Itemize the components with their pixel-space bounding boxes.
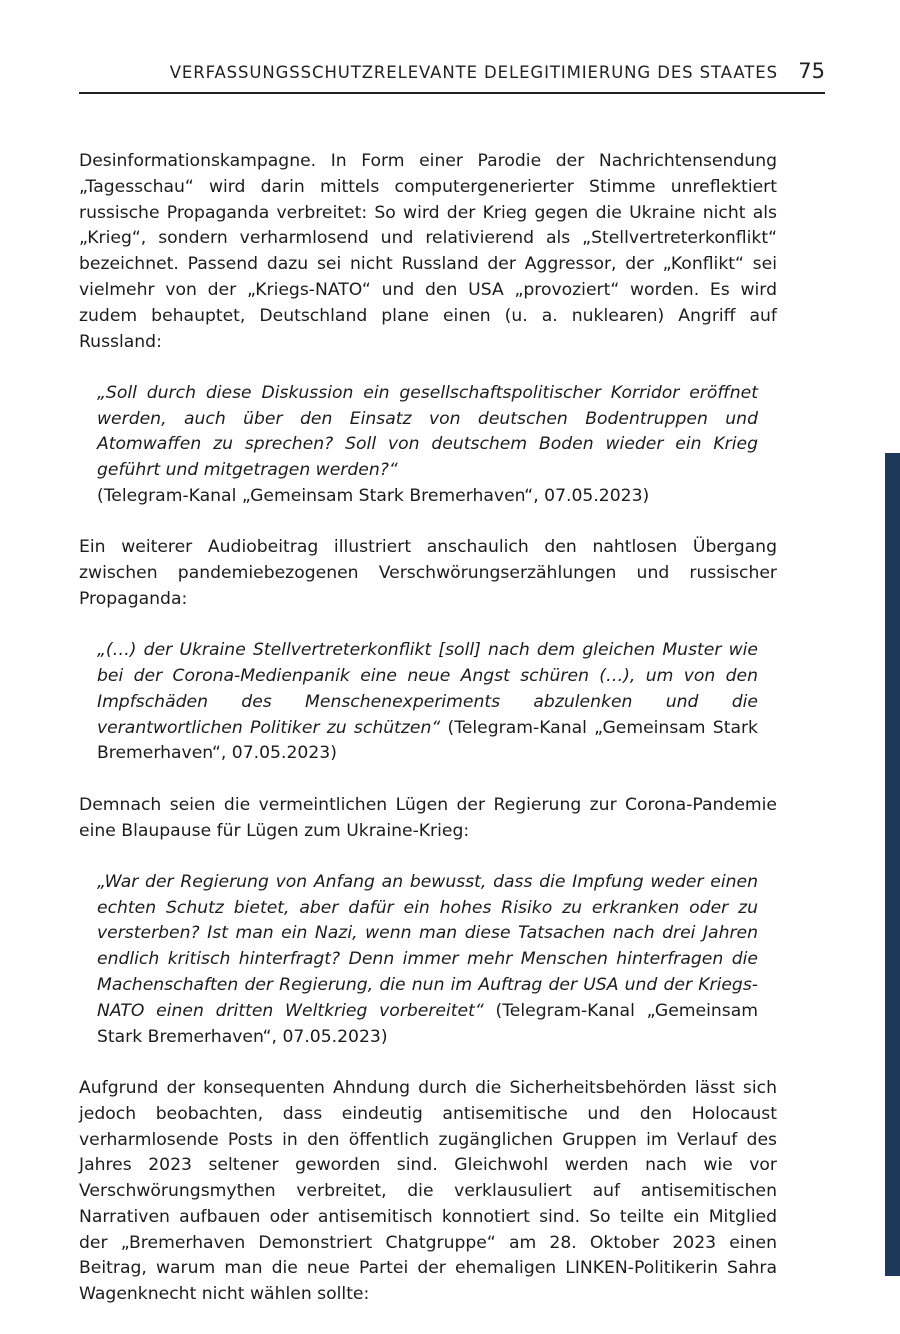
- body-paragraph-2: Ein weiterer Audiobeitrag illustriert anschaulich den nahtlosen Übergang zwischen pandemiebezogenen Verschwörungserzählungen und russischer Propaganda:: [79, 537, 777, 609]
- body-paragraph-3: Demnach seien die vermeintlichen Lügen der Regierung zur Corona-Pandemie eine Blaupause für Lügen zum Ukraine-Krieg:: [79, 794, 777, 841]
- quote-2-source: (Telegram-Kanal „Gemeinsam Stark Bremerhaven“, 07.05.2023): [97, 717, 759, 764]
- running-header: [79, 58, 825, 94]
- quote-1-source: (Telegram-Kanal „Gemeinsam Stark Bremerhaven“, 07.05.2023): [97, 486, 650, 507]
- page-body: [79, 149, 777, 1334]
- quote-2-text: „(…) der Ukraine Stellvertreterkonflikt [soll] nach dem gleichen Muster wie bei der Corona-Medienpanik eine neue Angst schüren (…), um von den Impfschäden des Menschenexperiments abzulenken und die verantwortlichen Politiker zu schützen“: [97, 640, 758, 738]
- running-header-title: VERFASSUNGSSCHUTZRELEVANTE DELEGITIMIERUNG DES STAATES: [169, 63, 778, 82]
- chapter-side-bar: [885, 453, 900, 1276]
- body-paragraph-4: Aufgrund der konsequenten Ahndung durch die Sicherheitsbehörden lässt sich jedoch beobachten, dass eindeutig antisemitische und den Holocaust verharmlosende Posts in den öffentlich zugänglichen Gruppen im Verlauf des Jahres 2023 seltener geworden sind. Gleichwohl werden nach wie vor Verschwörungsmythen verbreitet, die verklausuliert auf antisemitischen Narrativen aufbauen oder antisemitisch konnotiert sind. So teilte ein Mitglied der „Bremerhaven Demonstriert Chatgruppe“ am 28. Oktober 2023 einen Beitrag, warum man die neue Partei der ehemaligen LINKEN-Politikerin Sahra Wagenknecht nicht wählen sollte:: [79, 1077, 777, 1305]
- block-quote-3: [97, 870, 758, 1051]
- page-number: 75: [798, 59, 825, 83]
- block-quote-2: [97, 638, 758, 767]
- body-paragraph-1: Desinformationskampagne. In Form einer Parodie der Nachrichtensendung „Tagesschau“ wird darin mittels computergenerierter Stimme unreflektiert russische Propaganda verbreitet: So wird der Krieg gegen die Ukraine nicht als „Krieg“, sondern verharmlosend und relativierend als „Stellvertreterkonflikt“ bezeichnet. Passend dazu sei nicht Russland der Aggressor, der „Konflikt“ sei vielmehr von der „Kriegs-NATO“ und den USA „provoziert“ worden. Es wird zudem behauptet, Deutschland plane einen (u. a. nuklearen) Angriff auf Russland:: [79, 151, 777, 352]
- quote-3-text: „War der Regierung von Anfang an bewusst, dass die Impfung weder einen echten Schutz bietet, aber dafür ein hohes Risiko zu erkranken oder zu versterben? Ist man ein Nazi, wenn man diese Tatsachen nach drei Jahren endlich kritisch hinterfragt? Denn immer mehr Menschen hinterfragen die Machenschaften der Regierung, die nun im Auftrag der USA und der Kriegs-NATO einen dritten Weltkrieg vorbereitet“: [97, 871, 758, 1021]
- block-quote-1: [97, 381, 758, 510]
- quote-1-text: „Soll durch diese Diskussion ein gesellschaftspolitischer Korridor eröffnet werden, auch über den Einsatz von deutschen Bodentruppen und Atomwaffen zu sprechen? Soll von deutschem Boden wieder ein Krieg geführt und mitgetragen werden?“: [97, 382, 758, 481]
- quote-3-source: (Telegram-Kanal „Gemeinsam Stark Bremerhaven“, 07.05.2023): [97, 1000, 759, 1047]
